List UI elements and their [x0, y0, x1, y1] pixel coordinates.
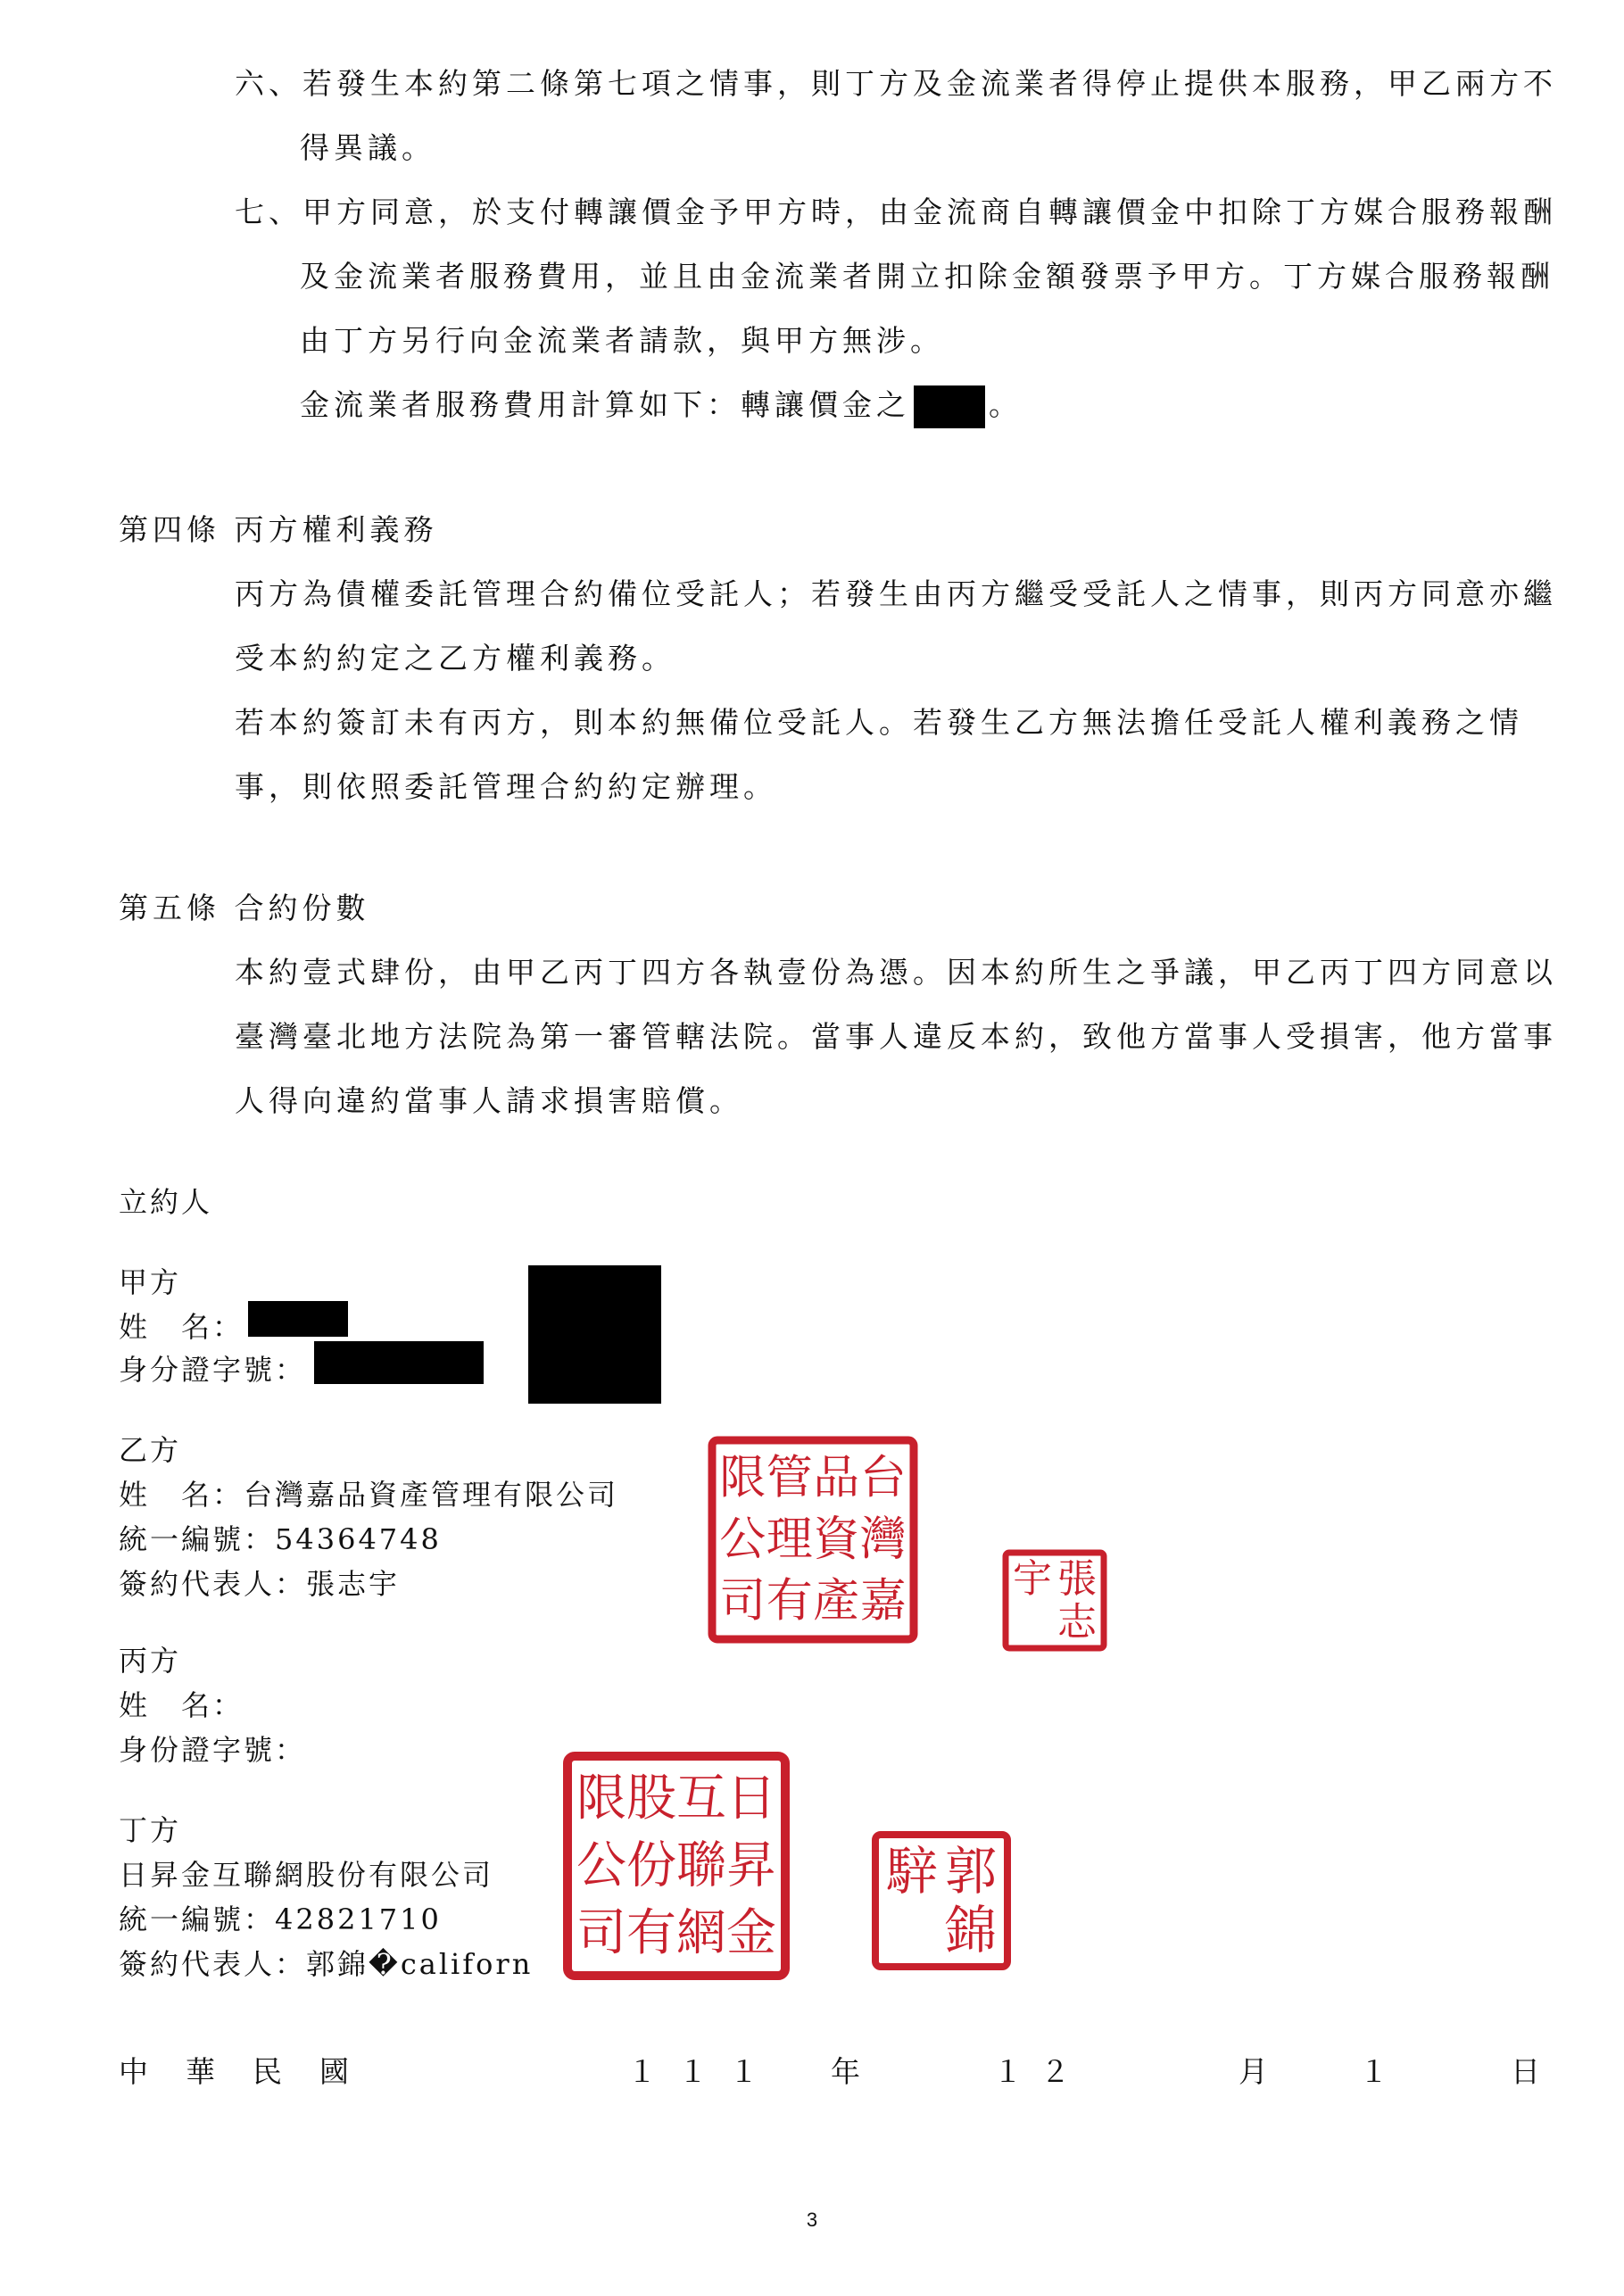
party-b-company-seal-glyph: 灣: [859, 1513, 907, 1567]
party-b-representative: 簽約代表人：張志宇: [119, 1567, 401, 1601]
party-d-company-seal-glyph: 網: [676, 1903, 726, 1962]
party-b-tax-id: 統一編號：54364748: [119, 1522, 442, 1556]
party-b-rep-seal-glyph: 志: [1057, 1599, 1097, 1645]
clause-6-line-1: 六、若發生本約第二條第七項之情事，則丁方及金流業者得停止提供本服務，甲乙兩方不: [235, 66, 1557, 101]
date-year: １１１: [627, 2054, 780, 2089]
party-b-representative-seal: [1001, 1548, 1108, 1653]
article-4-p3: 若本約簽訂未有丙方，則本約無備位受託人。若發生乙方無法擔任受託人權利義務之情: [235, 705, 1523, 740]
party-a-name-redaction: [248, 1301, 348, 1337]
party-d-company-seal-glyph: 互: [676, 1770, 726, 1828]
party-a-seal-redaction: [528, 1265, 661, 1404]
party-d-rep-seal-glyph: 郭: [944, 1841, 998, 1902]
party-b-company-seal-glyph: 理: [766, 1513, 813, 1567]
clause-7-fee-line: [300, 382, 1023, 428]
clause-6-line-2: 得異議。: [300, 130, 435, 165]
date-year-unit: 年: [831, 2054, 867, 2089]
party-d-company-seal-glyph: 有: [626, 1903, 676, 1962]
party-a-title: 甲方: [119, 1265, 182, 1299]
party-b-rep-seal-glyph: 張: [1057, 1555, 1097, 1602]
party-b-company-seal-glyph: 台: [859, 1451, 907, 1505]
party-d-title: 丁方: [119, 1813, 182, 1847]
party-c-id-label: 身份證字號：: [119, 1733, 307, 1767]
party-d-company-seal-glyph: 司: [576, 1903, 626, 1962]
party-d-company-seal-glyph: 份: [626, 1836, 676, 1895]
fee-prefix: 金流業者服務費用計算如下：轉讓價金之: [300, 387, 910, 422]
clause-7-line-3: 由丁方另行向金流業者請款，與甲方無涉。: [300, 323, 944, 358]
party-d-representative-seal: [870, 1829, 1013, 1972]
party-d-company-seal-glyph: 公: [576, 1836, 626, 1895]
clause-7-line-1: 七、甲方同意，於支付轉讓價金予甲方時，由金流商自轉讓價金中扣除丁方媒合服務報酬: [235, 195, 1557, 229]
party-d-representative: 簽約代表人：郭錦�californ: [119, 1947, 534, 1981]
party-b-title: 乙方: [119, 1433, 182, 1467]
party-a-id-label: 身分證字號：: [119, 1353, 307, 1387]
party-b-company-seal-glyph: 公: [719, 1513, 766, 1567]
party-d-tax-id: 統一編號：42821710: [119, 1902, 442, 1936]
party-d-company-seal-glyph: 昇: [726, 1836, 776, 1895]
article-5-p2: 臺灣臺北地方法院為第一審管轄法院。當事人違反本約，致他方當事人受損害，他方當事: [235, 1019, 1557, 1054]
clause-7-line-2: 及金流業者服務費用，並且由金流業者開立扣除金額發票予甲方。丁方媒合服務報酬: [300, 259, 1554, 294]
article-5-p1: 本約壹式肆份，由甲乙丙丁四方各執壹份為憑。因本約所生之爭議，甲乙丙丁四方同意以: [235, 955, 1557, 990]
signatories-heading: 立約人: [119, 1185, 213, 1219]
article-4-heading: 第四條 丙方權利義務: [119, 512, 438, 547]
date-era: 中華民國: [119, 2054, 386, 2089]
party-d-rep-seal-glyph: 錦: [944, 1900, 998, 1960]
party-b-company-seal-glyph: 有: [766, 1574, 813, 1629]
party-d-rep-seal-glyph: 騂: [885, 1841, 939, 1902]
date-day-unit: 日: [1511, 2054, 1547, 2089]
party-b-company-seal-glyph: 資: [813, 1513, 860, 1567]
article-5-heading: 第五條 合約份數: [119, 891, 370, 925]
party-d-company-seal-glyph: 聯: [676, 1836, 726, 1895]
party-b-company-seal-glyph: 產: [813, 1574, 860, 1629]
party-b-company-seal-glyph: 品: [813, 1451, 860, 1505]
party-d-name: 日昇金互聯網股份有限公司: [119, 1858, 494, 1892]
party-d-company-seal-glyph: 限: [576, 1770, 626, 1828]
date-month-unit: 月: [1239, 2054, 1275, 2089]
article-5-p3: 人得向違約當事人請求損害賠償。: [235, 1083, 743, 1118]
party-a-id-redaction: [314, 1341, 484, 1384]
party-c-name-label: 姓 名：: [119, 1688, 244, 1722]
party-b-rep-seal-glyph: 宇: [1013, 1555, 1052, 1602]
party-a-name-label: 姓 名：: [119, 1310, 244, 1344]
article-4-p1: 丙方為債權委託管理合約備位受託人；若發生由丙方繼受受託人之情事，則丙方同意亦繼: [235, 576, 1557, 611]
fee-redaction: [914, 385, 985, 428]
party-d-company-seal-glyph: 金: [726, 1903, 776, 1962]
date-day: １: [1359, 2054, 1396, 2089]
party-b-company-seal-glyph: 限: [719, 1451, 766, 1505]
party-d-company-seal-glyph: 股: [626, 1770, 676, 1828]
date-month: １２: [993, 2054, 1088, 2089]
party-d-company-seal-glyph: 日: [726, 1770, 776, 1828]
party-b-company-seal-glyph: 司: [719, 1574, 766, 1629]
party-b-company-seal-glyph: 管: [766, 1451, 813, 1505]
party-d-company-seal: [562, 1751, 791, 1981]
article-4-p2: 受本約約定之乙方權利義務。: [235, 641, 675, 676]
article-4-p4: 事，則依照委託管理合約約定辦理。: [235, 769, 777, 804]
fee-suffix: 。: [989, 387, 1023, 422]
page-number: 3: [806, 2209, 818, 2231]
party-b-company-seal-glyph: 嘉: [859, 1574, 907, 1629]
party-b-name: 姓 名：台灣嘉品資產管理有限公司: [119, 1478, 619, 1512]
party-c-title: 丙方: [119, 1644, 182, 1678]
party-b-company-seal: [707, 1435, 919, 1645]
